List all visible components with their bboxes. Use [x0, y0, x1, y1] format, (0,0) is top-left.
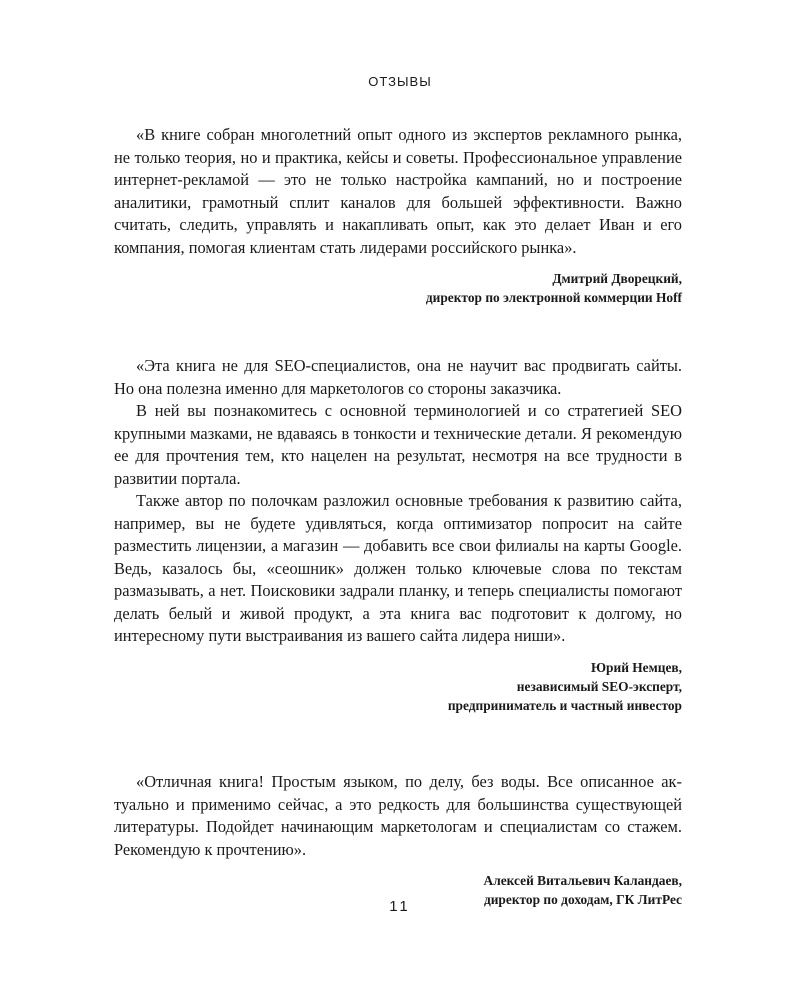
review-dvoretsky: [114, 124, 682, 307]
section-header: ОТЗЫВЫ: [368, 74, 432, 89]
review-paragraph: Также автор по полочкам разложил основные требования к развитию сайта, например, вы не будете удивляться, когда оптимизатор попросит на сайте разместить лицензии, а магазин — добавить все свои филиалы на карты Google. Ведь, казалось бы, «сеошник» должен только ключевые слова по текстам размазывать, а нет. Поисковики задрали планку, и теперь специалисты помогают делать белый и живой продукт, а эта книга вас подготовит к долгому, но интересному пути выстраивания из вашего сайта лидера ниши».: [114, 491, 682, 645]
review-nemtsev: [114, 355, 682, 715]
review-author: Юрий Немцев,: [590, 659, 682, 675]
review-paragraph: «Эта книга не для SEO-специалистов, она не научит вас продвигать сайты. Но она полезна именно для маркетологов со стороны заказчика.: [114, 356, 682, 398]
review-signature: [114, 269, 682, 307]
review-author: Алексей Витальевич Каландаев,: [483, 873, 682, 888]
review-paragraph: «В книге собран многолетний опыт одного из экспертов рекламного рынка, не только теория, но и практика, кейсы и советы. Профессиональное управление интернет-рекламой — это не только настройка кампаний, но и построение аналитики, грамотный сплит каналов для большей эффективности. Важно считать, следить, управлять и накапливать опыт, как это делает Иван и его компания, помогая клиентам стать лидерами российского рынка».: [114, 125, 682, 257]
review-author-position: директор по электронной коммерции Hoff: [425, 290, 682, 305]
review-author-position: директор по доходам, ГК ЛитРес: [483, 892, 682, 907]
review-author-position-2: предприниматель и частный инвестор: [447, 697, 682, 713]
page-number: 11: [389, 898, 411, 915]
review-paragraph: В ней вы познакомитесь с основной терминологией и со стратегией SEO крупными мазками, не вдаваясь в тонкости и технические детали. Я рекомендую ее для прочтения тем, кто нацелен на результат, несмотря на все трудности в развитии портала.: [114, 401, 682, 488]
review-author: Дмитрий Дворецкий,: [552, 271, 682, 286]
review-author-position: независимый SEO-эксперт,: [516, 678, 682, 694]
review-paragraph: «Отличная книга! Простым языком, по делу, без воды. Все описанное актуально и применимо сейчас, а это редкость для большинства существующей литературы. Подойдет начинающим маркетологам и специалистам со стажем. Рекомендую к прочтению».: [114, 772, 682, 859]
review-kalandaev: [114, 771, 682, 909]
review-signature: [114, 658, 682, 715]
